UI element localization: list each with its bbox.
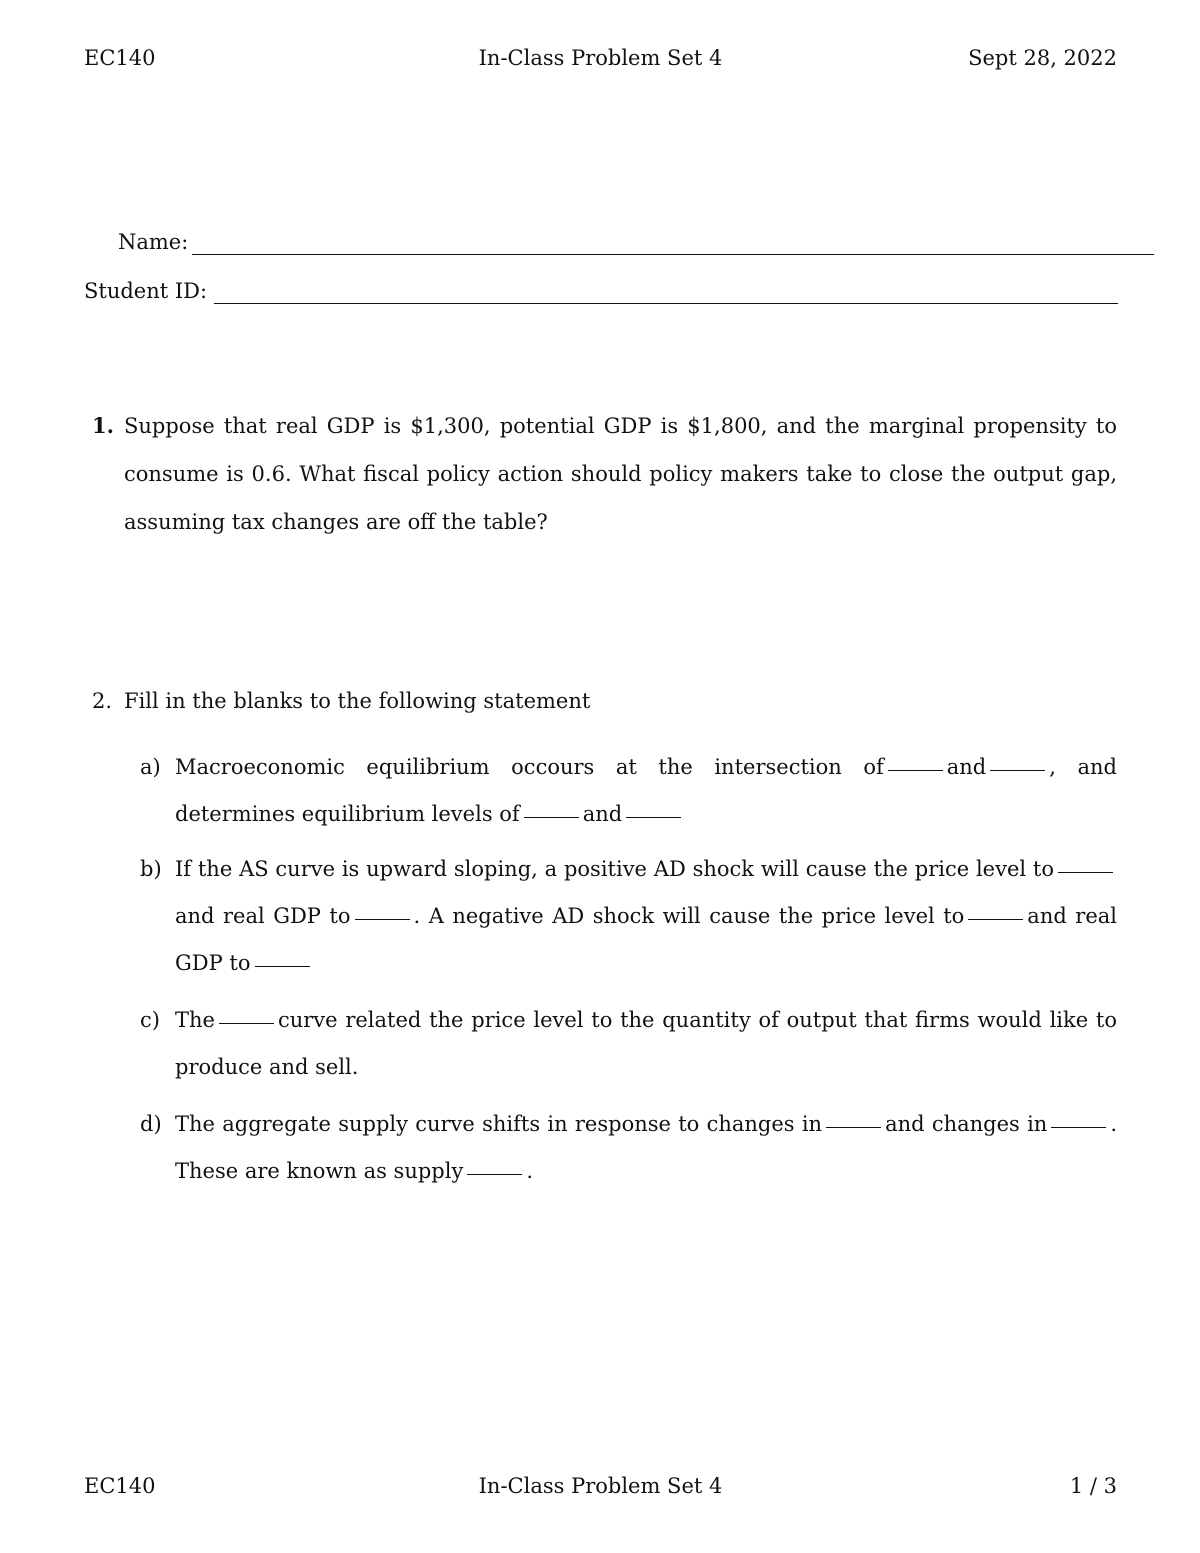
answer-blank[interactable] bbox=[219, 1023, 274, 1024]
item-marker: c) bbox=[140, 1008, 160, 1032]
question-2a bbox=[140, 744, 1117, 838]
footer-title: In-Class Problem Set 4 bbox=[478, 1474, 723, 1498]
page-footer bbox=[84, 1474, 1117, 1504]
item-marker: a) bbox=[140, 755, 161, 779]
question-2b bbox=[140, 846, 1117, 987]
question-text: Fill in the blanks to the following statement bbox=[124, 689, 591, 713]
student-id-field bbox=[84, 279, 1118, 309]
question-number: 2. bbox=[92, 689, 113, 713]
answer-blank[interactable] bbox=[990, 770, 1045, 771]
name-label: Name: bbox=[118, 230, 189, 254]
name-line[interactable] bbox=[192, 254, 1154, 255]
item-text: Macroeconomic equilibrium occours at the intersection of and , and determines equilibrium levels of and bbox=[175, 755, 1117, 826]
item-text: The aggregate supply curve shifts in response to changes in and changes in . These are known as supply . bbox=[175, 1112, 1117, 1183]
course-code: EC140 bbox=[84, 46, 156, 70]
answer-blank[interactable] bbox=[255, 966, 310, 967]
answer-blank[interactable] bbox=[1051, 1127, 1106, 1128]
student-id-line[interactable] bbox=[214, 303, 1118, 304]
page-header bbox=[84, 46, 1117, 76]
answer-blank[interactable] bbox=[968, 919, 1023, 920]
answer-blank[interactable] bbox=[888, 770, 943, 771]
document-title: In-Class Problem Set 4 bbox=[478, 46, 723, 70]
question-1 bbox=[84, 402, 1117, 546]
answer-blank[interactable] bbox=[467, 1174, 522, 1175]
item-text: If the AS curve is upward sloping, a positive AD shock will cause the price level toand real GDP to . A negative AD shock will cause the price level to and real GDP to bbox=[175, 857, 1117, 975]
answer-blank[interactable] bbox=[355, 919, 410, 920]
item-marker: b) bbox=[140, 857, 162, 881]
student-id-label: Student ID: bbox=[84, 279, 208, 303]
item-text: The curve related the price level to the quantity of output that firms would like to produce and sell. bbox=[175, 1008, 1117, 1079]
answer-blank[interactable] bbox=[1058, 872, 1113, 873]
answer-blank[interactable] bbox=[826, 1127, 881, 1128]
question-text: Suppose that real GDP is $1,300, potential GDP is $1,800, and the marginal propensity to consume is 0.6. What fiscal policy action should policy makers take to close the output gap, assuming tax changes are off the table? bbox=[124, 414, 1117, 534]
document-date: Sept 28, 2022 bbox=[968, 46, 1117, 70]
answer-blank[interactable] bbox=[524, 817, 579, 818]
question-2c bbox=[140, 997, 1117, 1091]
item-marker: d) bbox=[140, 1112, 162, 1136]
footer-course-code: EC140 bbox=[84, 1474, 156, 1498]
answer-blank[interactable] bbox=[626, 817, 681, 818]
question-number: 1. bbox=[92, 413, 114, 438]
question-2 bbox=[84, 677, 1117, 725]
page-number: 1 / 3 bbox=[1069, 1474, 1117, 1498]
name-field bbox=[118, 230, 1154, 260]
question-2d bbox=[140, 1101, 1117, 1195]
